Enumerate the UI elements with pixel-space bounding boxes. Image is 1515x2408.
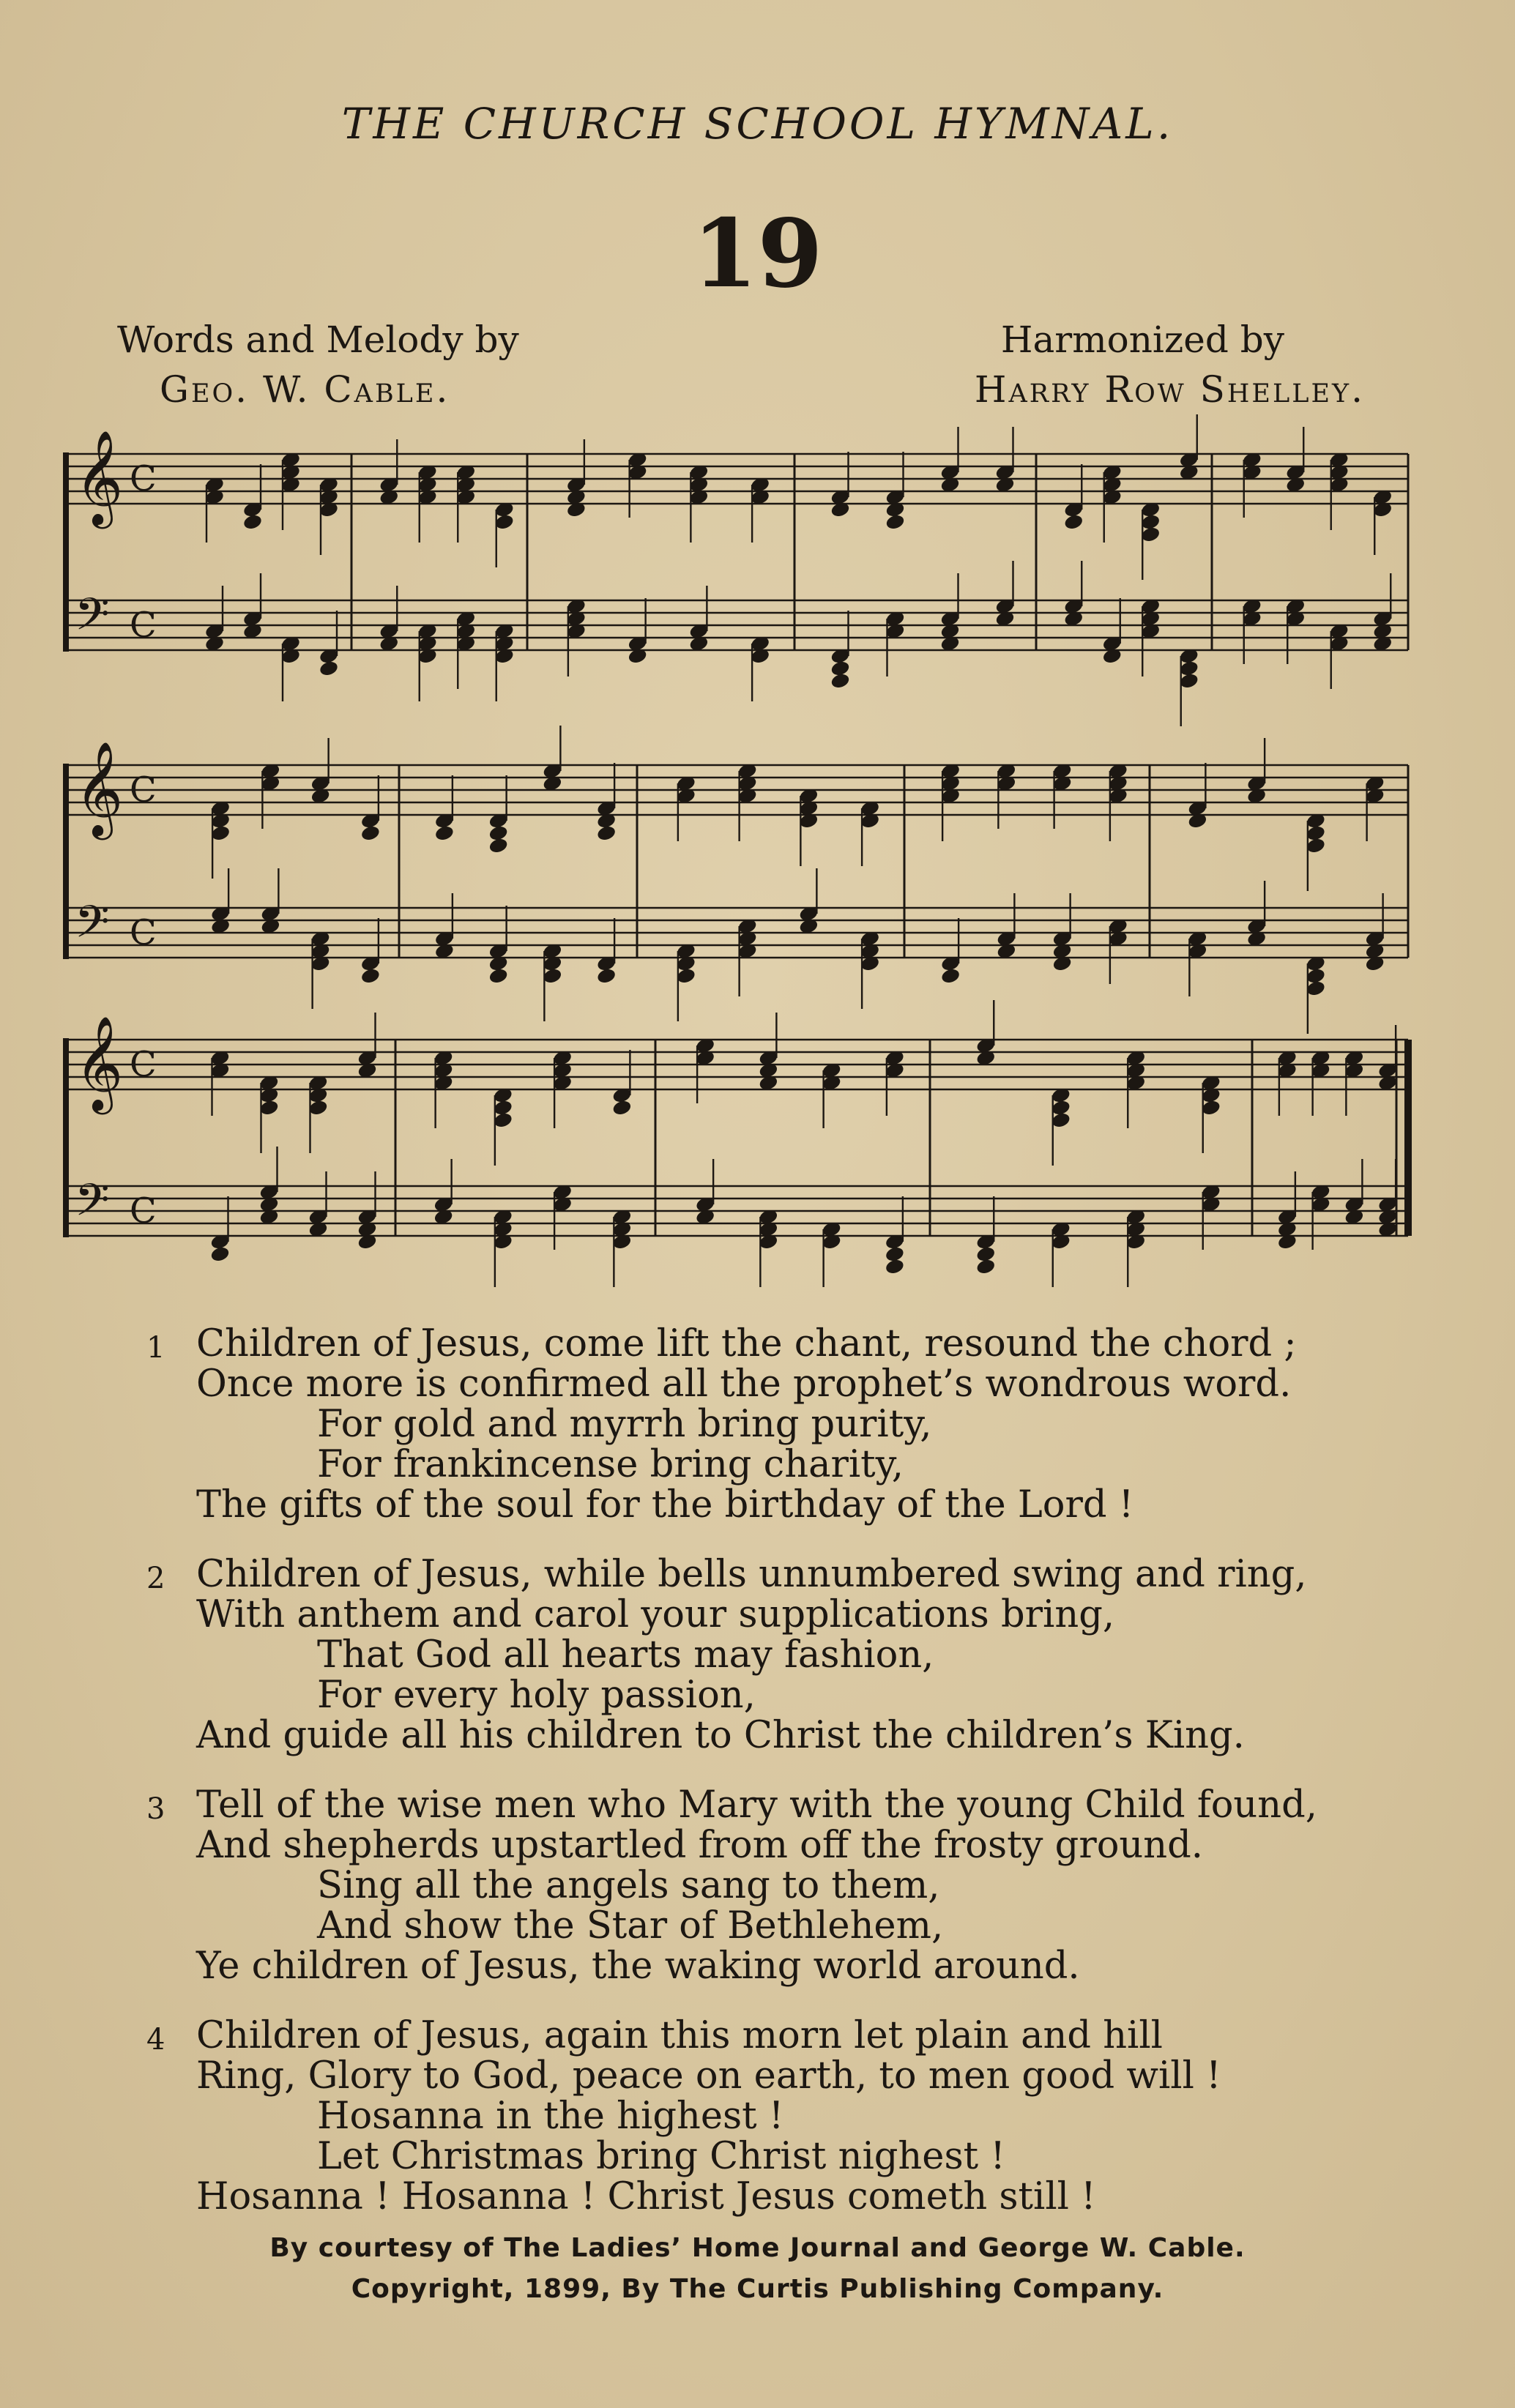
bass-clef: 𝄢 [75,1174,110,1237]
system-brace [63,764,69,959]
stanza-number: 1 [146,1331,165,1365]
note-head [488,837,508,854]
words-credit-author: Geo. W. Cable. [160,368,450,411]
time-signature: C [130,605,157,646]
lyric-text: For every holy passion, [317,1674,756,1717]
note-head [596,967,617,985]
bass-clef: 𝄢 [75,589,110,652]
note-head [885,513,905,531]
lyric-text: And shepherds upstartled from off the frosty ground. [196,1824,1203,1867]
time-signature: C [130,1190,157,1231]
time-signature: C [130,769,157,810]
note-head [830,672,850,690]
lyric-text: And show the Star of Bethlehem, [317,1904,944,1947]
lyric-line [146,1785,1391,1825]
words-credit-role: Words and Melody by [117,318,519,361]
courtesy-note: By courtesy of The Ladies’ Home Journal and George W. Cable. [269,2233,1246,2263]
lyric-line [146,2016,1391,2056]
note-head [885,1258,905,1275]
lyric-line [146,1946,1391,1986]
lyric-text: For frankincense bring charity, [317,1443,904,1486]
lyric-text: With anthem and carol your supplications bring, [196,1593,1115,1636]
lyric-text: Ye children of Jesus, the waking world around. [196,1945,1080,1988]
stanza [146,1324,1391,1525]
lyric-text: Children of Jesus, while bells unnumbered swing and ring, [196,1553,1307,1596]
note-head [360,967,381,985]
treble-clef: 𝄞 [75,1015,124,1111]
treble-clef: 𝄞 [75,430,124,525]
stanza [146,2016,1391,2217]
lyrics [146,1324,1391,2246]
note-head [319,660,339,677]
lyric-line [146,1595,1391,1635]
lyric-line [146,1364,1391,1404]
lyric-line [146,2136,1391,2177]
running-title: THE CHURCH SCHOOL HYMNAL. [341,99,1174,149]
lyric-text: Children of Jesus, again this morn let plain and hill [196,2014,1163,2057]
stanza [146,1554,1391,1756]
lyric-line [146,1445,1391,1485]
note-head [596,824,617,842]
lyric-text: Once more is confirmed all the prophet’s wondrous word. [196,1363,1292,1406]
lyric-line [146,1675,1391,1715]
lyric-text: And guide all his children to Christ the children’s King. [196,1714,1245,1757]
note-head [611,1099,632,1117]
lyric-text: Hosanna ! Hosanna ! Christ Jesus cometh still ! [196,2175,1096,2218]
hymn-number: 19 [692,199,823,309]
bass-clef: 𝄢 [75,896,110,959]
lyric-line [146,1485,1391,1525]
lyric-text: Hosanna in the highest ! [317,2095,784,2138]
lyric-line [146,1865,1391,1906]
lyric-text: Tell of the wise men who Mary with the young Child found, [196,1783,1317,1827]
lyric-text: The gifts of the soul for the birthday of the Lord ! [196,1483,1134,1527]
stanza-number: 3 [146,1792,165,1826]
copyright-note: Copyright, 1899, By The Curtis Publishing Company. [351,2274,1164,2304]
system-brace [63,452,69,652]
note-head [360,824,381,842]
lyric-line [146,1825,1391,1865]
lyric-line [146,1404,1391,1445]
lyric-line [146,2177,1391,2217]
harmony-credit-role: Harmonized by [1000,318,1284,361]
note-head [940,967,961,985]
stanza [146,1785,1391,1986]
stanza-number: 2 [146,1562,165,1595]
lyric-text: Let Christmas bring Christ nighest ! [317,2135,1005,2178]
lyric-line [146,2056,1391,2096]
time-signature: C [130,912,157,953]
lyric-text: Sing all the angels sang to them, [317,1864,940,1907]
note-head [975,1258,996,1275]
harmony-credit-author: Harry Row Shelley. [974,368,1365,411]
time-signature: C [130,458,157,499]
lyric-line [146,1906,1391,1946]
lyric-line [146,2096,1391,2136]
note-head [488,967,508,985]
note-head [209,1245,230,1263]
time-signature: C [130,1044,157,1085]
lyric-text: For gold and myrrh bring purity, [317,1403,932,1446]
stanza-number: 4 [146,2023,165,2057]
treble-clef: 𝄞 [75,741,124,836]
lyric-line [146,1554,1391,1595]
lyric-text: That God all hearts may fashion, [317,1633,934,1677]
lyric-text: Ring, Glory to God, peace on earth, to men good will ! [196,2054,1221,2098]
lyric-text: Children of Jesus, come lift the chant, resound the chord ; [196,1322,1297,1365]
system-brace [63,1038,69,1237]
note-head [242,513,263,531]
lyric-line [146,1635,1391,1675]
lyric-line [146,1715,1391,1756]
note-head [434,824,455,842]
lyric-line [146,1324,1391,1364]
note-head [1063,513,1084,531]
